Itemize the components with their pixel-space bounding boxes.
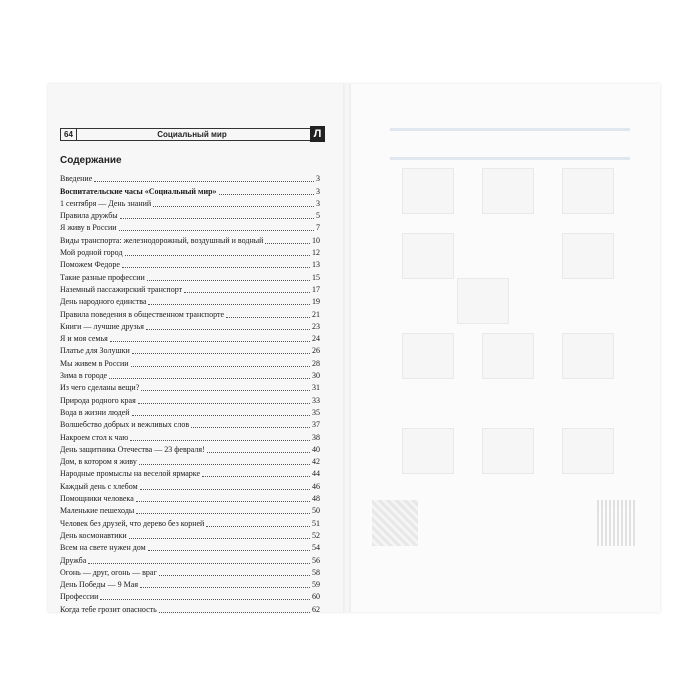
ghost-card [402,168,454,214]
page-header [60,128,324,141]
table-of-contents [60,172,320,615]
toc-leader-dots [146,329,310,330]
toc-entry-label: День народного единства [60,297,147,307]
toc-entry-page: 56 [312,555,320,565]
toc-leader-dots [184,292,310,293]
toc-leader-dots [140,587,310,588]
toc-entry-page: 3 [316,186,320,196]
toc-entry-label: Народные промыслы на веселой ярмарке [60,469,200,479]
toc-leader-dots [191,427,310,428]
toc-entry [60,221,320,233]
toc-entry [60,529,320,541]
toc-leader-dots [125,255,310,256]
ghost-barcode [597,500,637,546]
ghost-qr-code [372,500,418,546]
toc-leader-dots [153,206,314,207]
toc-entry-page: 42 [312,457,320,467]
toc-entry-page: 10 [312,235,320,245]
toc-leader-dots [207,452,310,453]
toc-entry [60,430,320,442]
toc-entry-page: 28 [312,358,320,368]
toc-leader-dots [129,538,310,539]
toc-entry [60,418,320,430]
toc-leader-dots [206,526,310,527]
toc-entry-label: 1 сентября — День знаний [60,198,152,208]
toc-entry-page: 37 [312,420,320,430]
toc-entry-page: 60 [312,592,320,602]
toc-leader-dots [147,280,310,281]
toc-entry-label: Человек без друзей, что дерево без корней [60,518,205,528]
ghost-card [482,168,534,214]
toc-entry-label: Платье для Золушки [60,346,130,356]
ghost-card [482,428,534,474]
toc-entry-page: 26 [312,346,320,356]
toc-entry [60,406,320,418]
ghost-card [457,278,509,324]
toc-entry-label: Поможем Федоре [60,260,120,270]
toc-leader-dots [132,353,310,354]
toc-entry-label: День Победы — 9 Мая [60,580,139,590]
ghost-card [562,233,614,279]
ghost-card [402,333,454,379]
ghost-cover-title-band [390,128,630,160]
toc-entry [60,356,320,368]
toc-entry-page: 31 [312,383,320,393]
toc-entry-label: Книги — лучшие друзья [60,321,144,331]
toc-entry-page: 17 [312,284,320,294]
toc-entry-label: Дом, в котором я живу [60,457,137,467]
toc-leader-dots [140,489,310,490]
toc-entry-label: Огонь — друг, огонь — враг [60,567,157,577]
toc-leader-dots [88,563,310,564]
toc-leader-dots [120,218,314,219]
toc-leader-dots [119,230,314,231]
toc-entry-label: Правила поведения в общественном транспорте [60,309,225,319]
toc-entry-page: 59 [312,580,320,590]
toc-entry-page: 40 [312,444,320,454]
toc-leader-dots [202,476,310,477]
ghost-card [562,428,614,474]
toc-entry-label: Когда тебе грозит опасность [60,604,157,614]
book-spine [343,84,351,612]
toc-entry-page: 54 [312,543,320,553]
toc-entry-label: Введение [60,174,93,184]
toc-entry [60,307,320,319]
toc-entry-label: Профессии [60,592,99,602]
toc-entry-page: 52 [312,530,320,540]
toc-entry-label: Воспитательские часы «Социальный мир» [60,186,217,196]
toc-entry-page: 51 [312,518,320,528]
toc-leader-dots [138,403,310,404]
section-letter-badge: Л [310,126,325,142]
ghost-card [562,333,614,379]
toc-entry [60,184,320,196]
toc-leader-dots [265,243,310,244]
toc-leader-dots [139,464,310,465]
toc-leader-dots [132,415,311,416]
toc-leader-dots [148,304,310,305]
toc-entry-page: 19 [312,297,320,307]
toc-entry-label: Мы живем в России [60,358,129,368]
ghost-card [402,233,454,279]
toc-entry-page: 30 [312,371,320,381]
toc-entry [60,233,320,245]
toc-entry-page: 13 [312,260,320,270]
toc-entry [60,258,320,270]
toc-leader-dots [159,612,310,613]
toc-entry-page: 50 [312,506,320,516]
toc-entry-label: Виды транспорта: железнодорожный, воздушный и водный [60,235,264,245]
ghost-card [482,333,534,379]
toc-entry [60,479,320,491]
toc-leader-dots [219,194,314,195]
toc-entry-page: 24 [312,334,320,344]
toc-entry-label: Наземный пассажирский транспорт [60,284,183,294]
toc-entry-page: 21 [312,309,320,319]
toc-entry [60,283,320,295]
toc-entry [60,443,320,455]
toc-entry-page: 7 [316,223,320,233]
toc-entry-label: Помощники человека [60,494,134,504]
toc-leader-dots [141,390,310,391]
toc-entry [60,295,320,307]
toc-entry-page: 33 [312,395,320,405]
toc-leader-dots [109,378,310,379]
toc-entry-label: Дружба [60,555,87,565]
toc-entry-page: 35 [312,407,320,417]
show-through-back-cover [372,128,642,568]
toc-entry [60,369,320,381]
toc-entry-page: 3 [316,174,320,184]
toc-entry [60,381,320,393]
toc-entry-label: Волшебство добрых и вежливых слов [60,420,190,430]
toc-entry [60,590,320,602]
toc-leader-dots [136,513,310,514]
toc-entry-label: Вода в жизни людей [60,407,130,417]
toc-leader-dots [226,317,310,318]
toc-entry [60,516,320,528]
toc-entry [60,566,320,578]
toc-entry-page: 46 [312,481,320,491]
toc-entry-label: Зима в городе [60,371,108,381]
toc-entry-page: 58 [312,567,320,577]
toc-entry [60,320,320,332]
toc-entry [60,172,320,184]
toc-entry [60,455,320,467]
toc-entry-page: 5 [316,211,320,221]
toc-entry-page: 15 [312,272,320,282]
toc-entry-page: 23 [312,321,320,331]
toc-entry [60,553,320,565]
ghost-card [402,428,454,474]
toc-entry [60,541,320,553]
toc-entry [60,270,320,282]
toc-entry [60,332,320,344]
toc-entry-label: Правила дружбы [60,211,118,221]
toc-entry-page: 44 [312,469,320,479]
toc-heading: Содержание [60,155,122,166]
toc-entry-page: 38 [312,432,320,442]
toc-entry-label: Я и моя семья [60,334,108,344]
ghost-card [562,168,614,214]
toc-entry [60,344,320,356]
toc-entry-label: Природа родного края [60,395,136,405]
toc-leader-dots [148,550,310,551]
toc-leader-dots [159,575,310,576]
toc-leader-dots [100,599,310,600]
toc-entry [60,467,320,479]
toc-leader-dots [94,181,314,182]
toc-leader-dots [110,341,310,342]
toc-entry [60,578,320,590]
toc-entry-page: 48 [312,494,320,504]
toc-entry-label: Маленькие пешеходы [60,506,135,516]
toc-entry-page: 62 [312,604,320,614]
toc-entry [60,504,320,516]
page-number: 64 [64,130,73,139]
toc-entry-label: Мой родной город [60,248,123,258]
toc-leader-dots [130,440,310,441]
toc-entry [60,209,320,221]
toc-entry [60,492,320,504]
toc-entry [60,246,320,258]
toc-entry-label: День защитника Отечества — 23 февраля! [60,444,205,454]
toc-leader-dots [122,267,310,268]
toc-entry-label: День космонавтики [60,530,127,540]
toc-entry [60,602,320,614]
toc-entry-page: 3 [316,198,320,208]
page-header-title: Социальный мир [157,130,227,139]
toc-entry [60,393,320,405]
toc-entry-label: Каждый день с хлебом [60,481,138,491]
toc-entry-page: 12 [312,248,320,258]
toc-entry [60,197,320,209]
toc-entry-label: Из чего сделаны вещи? [60,383,140,393]
toc-entry-label: Накроем стол к чаю [60,432,129,442]
toc-entry-label: Я живу в России [60,223,117,233]
toc-leader-dots [136,501,310,502]
toc-entry-label: Такие разные профессии [60,272,145,282]
toc-leader-dots [131,366,310,367]
toc-entry-label: Всем на свете нужен дом [60,543,146,553]
